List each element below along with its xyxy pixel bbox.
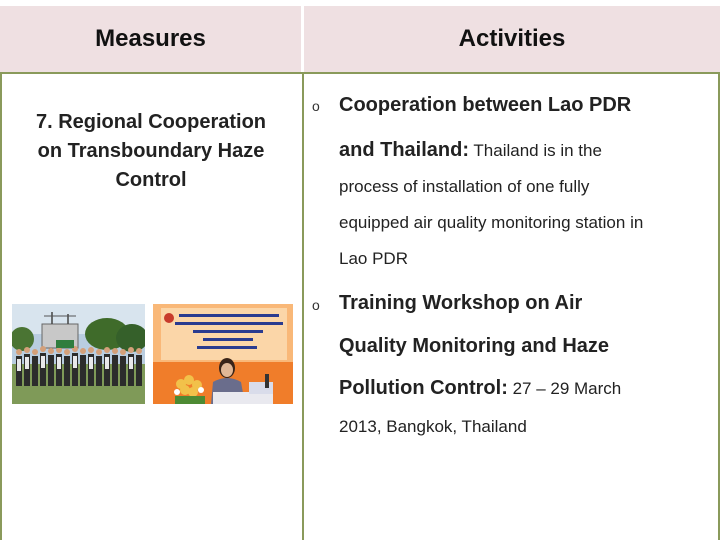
table-left-border [0,72,2,540]
table-top-border [0,72,720,74]
measure-line: 7. Regional Cooperation [35,111,267,133]
workshop-photo [153,304,293,404]
activity-description-line: 2013, Bangkok, Thailand [339,417,527,436]
header-activities-label: Activities [458,25,566,52]
activity-title-line: Training Workshop on Air [339,292,583,314]
header-activities [304,6,720,72]
header-measures-label: Measures [95,25,206,52]
measure-line: on Transboundary Haze [37,140,265,162]
table-column-divider [302,72,304,540]
bullet-marker: o [312,297,320,313]
group-photo [12,304,145,404]
activity-title-bold: Pollution Control: [339,377,508,399]
activity-description-line: Lao PDR [339,249,408,268]
header-measures [0,6,301,72]
activity-title-bold: and Thailand: [339,139,469,161]
bullet-marker: o [312,98,320,114]
activity-title-line: Quality Monitoring and Haze [339,335,610,357]
activity-date: 27 – 29 March [507,379,622,398]
activity-title-line: Cooperation between Lao PDR [339,94,632,116]
activity-description-line: equipped air quality monitoring station in [339,213,644,232]
measure-line: Control [115,169,187,191]
activity-description: Thailand is in the [469,141,602,160]
activity-title-line [339,137,707,175]
activity-title-line [339,375,707,415]
activity-description-line: process of installation of one fully [339,177,590,196]
measure-text [6,108,296,195]
